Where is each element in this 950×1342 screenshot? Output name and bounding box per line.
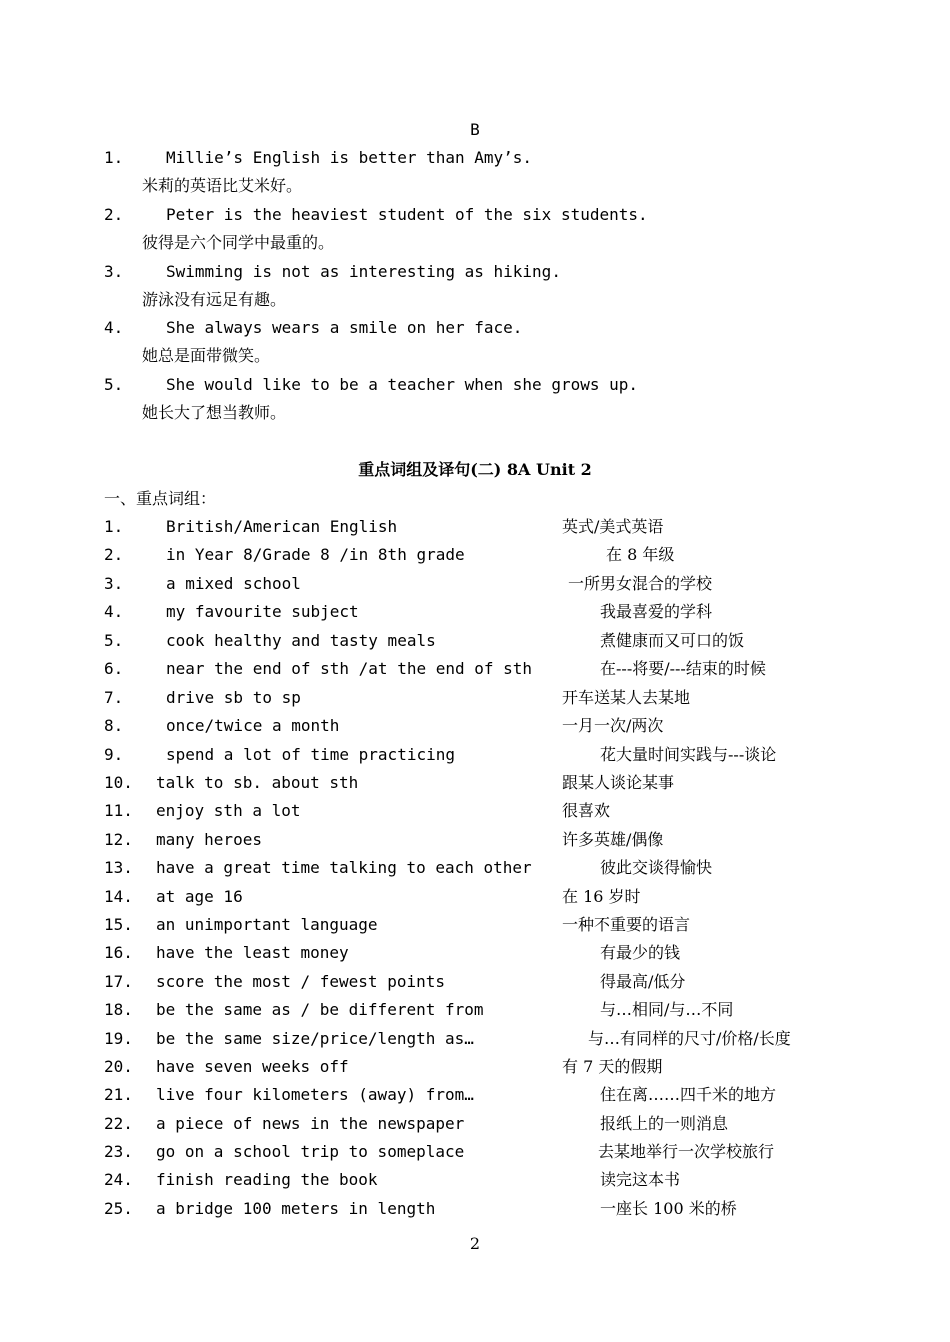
- sentence-english: Swimming is not as interesting as hiking.: [166, 262, 561, 281]
- sentence-number: 3.: [104, 262, 124, 281]
- sentence-english: Millie’s English is better than Amy’s.: [166, 148, 533, 167]
- phrase-english: many heroes: [156, 830, 262, 849]
- phrase-chinese: 报纸上的一则消息: [600, 1114, 729, 1133]
- phrase-english: spend a lot of time practicing: [166, 745, 455, 764]
- sentence-number: 5.: [104, 375, 124, 394]
- phrase-number: 1.: [104, 517, 124, 536]
- phrase-number: 18.: [104, 1000, 133, 1019]
- sentence-number: 4.: [104, 318, 124, 337]
- phrase-english: be the same size/price/length as…: [156, 1029, 474, 1048]
- phrase-english: go on a school trip to someplace: [156, 1142, 465, 1161]
- phrase-english: score the most / fewest points: [156, 972, 445, 991]
- phrase-chinese: 许多英雄/偶像: [562, 830, 664, 849]
- phrase-number: 11.: [104, 801, 133, 820]
- phrase-number: 2.: [104, 545, 124, 564]
- phrase-english: cook healthy and tasty meals: [166, 631, 436, 650]
- phrase-number: 23.: [104, 1142, 133, 1161]
- phrase-english: drive sb to sp: [166, 688, 301, 707]
- unit-title: 重点词组及译句(二) 8A Unit 2: [358, 460, 592, 479]
- sentence-english: Peter is the heaviest student of the six students.: [166, 205, 648, 224]
- phrase-english: have seven weeks off: [156, 1057, 349, 1076]
- phrase-chinese: 一所男女混合的学校: [568, 574, 713, 593]
- phrase-english: my favourite subject: [166, 602, 359, 621]
- phrase-chinese: 英式/美式英语: [562, 517, 664, 536]
- sentence-chinese: 米莉的英语比艾米好。: [142, 176, 303, 195]
- phrase-english: have the least money: [156, 943, 349, 962]
- phrase-english: in Year 8/Grade 8 /in 8th grade: [166, 545, 465, 564]
- sentence-number: 2.: [104, 205, 124, 224]
- phrase-english: live four kilometers (away) from…: [156, 1085, 474, 1104]
- phrase-number: 4.: [104, 602, 124, 621]
- phrase-number: 5.: [104, 631, 124, 650]
- phrase-english: once/twice a month: [166, 716, 340, 735]
- phrase-english: have a great time talking to each other: [156, 858, 532, 877]
- sentence-number: 1.: [104, 148, 124, 167]
- phrase-number: 6.: [104, 659, 124, 678]
- phrase-chinese: 一种不重要的语言: [562, 915, 691, 934]
- phrase-chinese: 彼此交谈得愉快: [600, 858, 713, 877]
- sentence-english: She would like to be a teacher when she grows up.: [166, 375, 639, 394]
- phrase-chinese: 与…相同/与…不同: [600, 1000, 734, 1019]
- phrase-number: 17.: [104, 972, 133, 991]
- phrase-english: a bridge 100 meters in length: [156, 1199, 436, 1218]
- phrase-chinese: 很喜欢: [562, 801, 611, 820]
- phrase-chinese: 有 7 天的假期: [562, 1057, 663, 1076]
- phrase-number: 19.: [104, 1029, 133, 1048]
- phrase-english: be the same as / be different from: [156, 1000, 484, 1019]
- phrase-english: finish reading the book: [156, 1170, 378, 1189]
- phrase-number: 14.: [104, 887, 133, 906]
- phrase-english: talk to sb. about sth: [156, 773, 359, 792]
- phrase-number: 25.: [104, 1199, 133, 1218]
- phrase-chinese: 在 8 年级: [606, 545, 675, 564]
- phrase-chinese: 有最少的钱: [600, 943, 681, 962]
- phrase-english: a mixed school: [166, 574, 301, 593]
- phrase-number: 15.: [104, 915, 133, 934]
- phrase-number: 8.: [104, 716, 124, 735]
- phrase-chinese: 一月一次/两次: [562, 716, 664, 735]
- phrase-number: 10.: [104, 773, 133, 792]
- sentence-chinese: 游泳没有远足有趣。: [142, 290, 287, 309]
- sentence-chinese: 她总是面带微笑。: [142, 346, 271, 365]
- phrase-chinese: 花大量时间实践与---谈论: [600, 745, 777, 764]
- page-number: 2: [469, 1234, 481, 1253]
- phrase-number: 20.: [104, 1057, 133, 1076]
- phrase-number: 21.: [104, 1085, 133, 1104]
- phrase-number: 22.: [104, 1114, 133, 1133]
- sentence-chinese: 彼得是六个同学中最重的。: [142, 233, 335, 252]
- phrase-english: near the end of sth /at the end of sth: [166, 659, 533, 678]
- section-subheading: 一、重点词组：: [104, 489, 217, 508]
- phrase-english: enjoy sth a lot: [156, 801, 301, 820]
- section-b-heading: B: [470, 120, 480, 139]
- phrase-chinese: 一座长 100 米的桥: [600, 1199, 737, 1218]
- phrase-english: a piece of news in the newspaper: [156, 1114, 465, 1133]
- phrase-chinese: 读完这本书: [600, 1170, 681, 1189]
- phrase-english: at age 16: [156, 887, 243, 906]
- phrase-chinese: 我最喜爱的学科: [600, 602, 713, 621]
- phrase-english: an unimportant language: [156, 915, 378, 934]
- phrase-chinese: 去某地举行一次学校旅行: [598, 1142, 775, 1161]
- phrase-number: 13.: [104, 858, 133, 877]
- phrase-chinese: 得最高/低分: [600, 972, 686, 991]
- phrase-chinese: 在---将要/---结束的时候: [600, 659, 766, 678]
- phrase-number: 9.: [104, 745, 124, 764]
- phrase-number: 7.: [104, 688, 124, 707]
- phrase-chinese: 跟某人谈论某事: [562, 773, 675, 792]
- phrase-chinese: 与…有同样的尺寸/价格/长度: [588, 1029, 791, 1048]
- sentence-chinese: 她长大了想当教师。: [142, 403, 287, 422]
- phrase-chinese: 住在离……四千米的地方: [600, 1085, 777, 1104]
- phrase-chinese: 在 16 岁时: [562, 887, 641, 906]
- phrase-chinese: 开车送某人去某地: [562, 688, 691, 707]
- phrase-number: 24.: [104, 1170, 133, 1189]
- sentence-english: She always wears a smile on her face.: [166, 318, 523, 337]
- phrase-number: 3.: [104, 574, 124, 593]
- phrase-english: British/American English: [166, 517, 398, 536]
- phrase-chinese: 煮健康而又可口的饭: [600, 631, 745, 650]
- phrase-number: 16.: [104, 943, 133, 962]
- phrase-number: 12.: [104, 830, 133, 849]
